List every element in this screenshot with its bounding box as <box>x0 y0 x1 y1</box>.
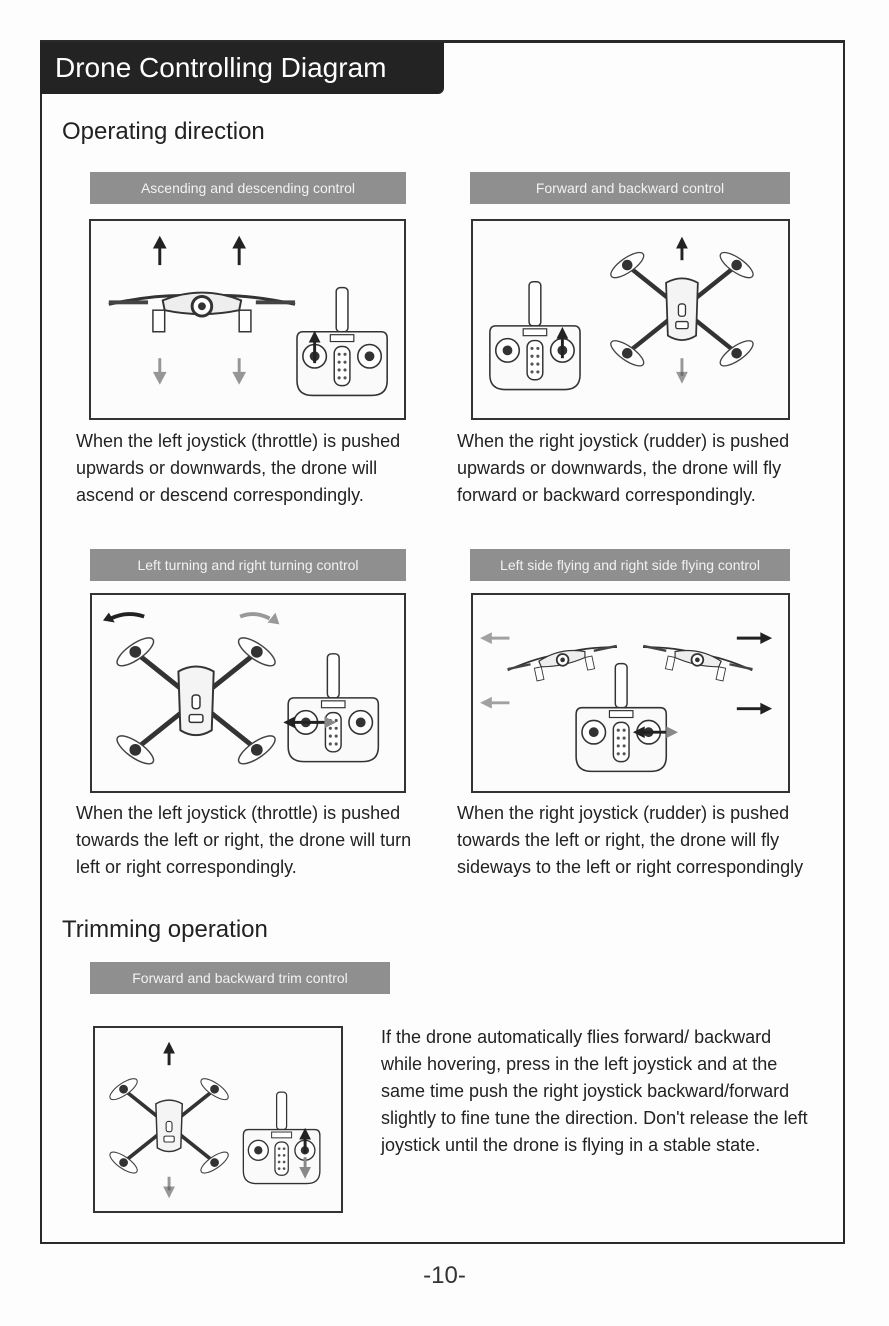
banner-forward: Forward and backward control <box>470 172 790 204</box>
turn-illustration <box>92 595 404 791</box>
description-side: When the right joystick (rudder) is pushed towards the left or right, the drone will fly sideways to the left or right correspondingly <box>457 803 804 877</box>
trim-illustration <box>95 1028 341 1211</box>
banner-turn: Left turning and right turning control <box>90 549 406 581</box>
banner-trim: Forward and backward trim control <box>90 962 390 994</box>
page-title: Drone Controlling Diagram <box>40 42 444 94</box>
diagram-ascend <box>89 219 406 420</box>
banner-side: Left side flying and right side flying control <box>470 549 790 581</box>
ascend-illustration <box>91 221 404 418</box>
right-arrow-icon <box>737 632 772 714</box>
page-number: -10- <box>423 1262 466 1289</box>
up-arrow-icon <box>153 236 246 265</box>
diagram-turn <box>90 593 406 793</box>
diagram-forward <box>471 219 790 420</box>
diagram-trim <box>93 1026 343 1213</box>
description-forward: When the right joystick (rudder) is pushed upwards or downwards, the drone will fly forward or backward correspondingly. <box>457 431 790 505</box>
description-ascend: When the left joystick (throttle) is pushed upwards or downwards, the drone will ascend or descend correspondingly. <box>76 431 401 505</box>
left-arrow-icon <box>480 632 509 708</box>
side-illustration <box>473 595 788 791</box>
drone-side-view <box>109 293 295 332</box>
description-trim: If the drone automatically flies forward/ backward while hovering, press in the left joystick and at the same time push the right joystick backward/forward slightly to fine tune the direction. Don't release the left joystick until the drone is flying in a stable state. <box>381 1027 808 1155</box>
diagram-side <box>471 593 790 793</box>
description-turn: When the left joystick (throttle) is pushed towards the left or right, the drone will turn left or right correspondingly. <box>76 803 412 877</box>
down-arrow-icon <box>153 358 246 384</box>
section-heading-trimming: Trimming operation <box>62 916 268 943</box>
section-heading-operating: Operating direction <box>62 118 265 145</box>
banner-ascend: Ascending and descending control <box>90 172 406 204</box>
forward-illustration <box>473 221 788 418</box>
